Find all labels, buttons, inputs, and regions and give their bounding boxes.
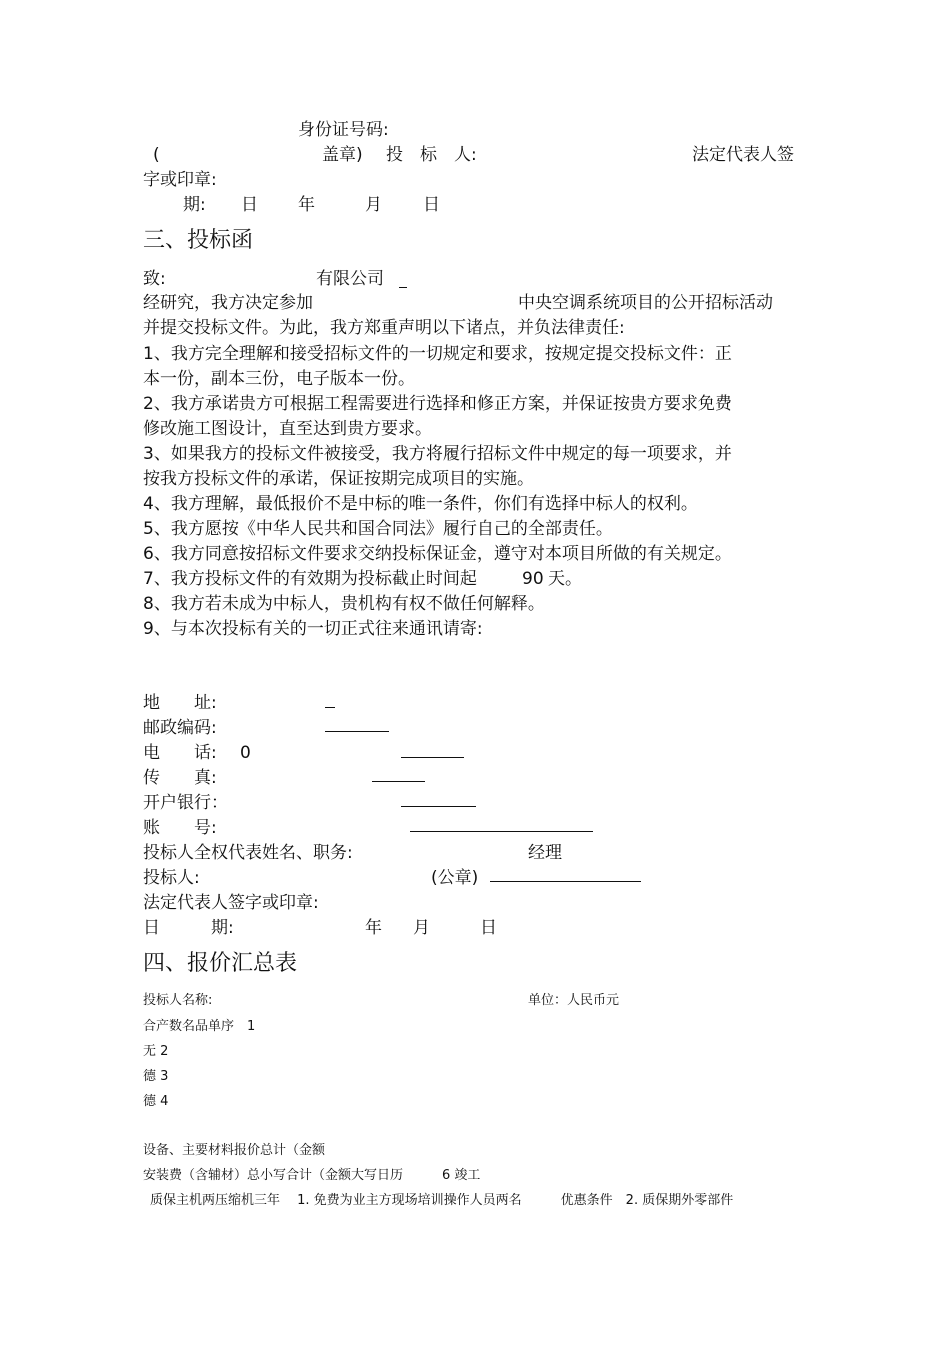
clause-line: 本一份，副本三份，电子版本一份。 [143,369,415,389]
phone-underline [401,757,464,758]
postcode-label: 邮政编码: [143,718,217,738]
clause-line: 5、我方愿按《中华人民共和国合同法》履行自己的全部责任。 [143,519,613,539]
clause-line: 修改施工图设计，直至达到贵方要求。 [143,419,432,439]
validity-days-unit: 天。 [548,569,582,589]
bidder-label-2: 投标人: [143,868,200,888]
bank-label: 开户银行： [143,793,228,813]
currency-unit-label: 单位：人民币元 [528,993,620,1008]
address-label: 地 址: [143,693,217,713]
intro-line-b: 中央空调系统项目的公开招标活动 [518,293,773,313]
rep-position: 经理 [528,843,562,863]
section4-title: 四、报价汇总表 [143,951,298,976]
section3-title: 三、投标函 [143,228,254,253]
account-label: 账 号: [143,818,217,838]
seal-close-label: 盖章) [322,145,363,165]
total-line-install: 安装费（含辅材）总小写合计（金额大写日历 6 竣工 [143,1168,481,1183]
date-label: 日 期: [143,918,234,938]
company-underline [399,287,407,288]
clause-line: 7、我方投标文件的有效期为投标截止时间起 [143,569,477,589]
date-month-label: 月 [365,195,382,215]
clause-line: 6、我方同意按招标文件要求交纳投标保证金，遵守对本项目所做的有关规定。 [143,544,732,564]
fax-underline [372,781,425,782]
postcode-underline [325,731,389,732]
clause-line: 9、与本次投标有关的一切正式往来通讯请寄: [143,619,483,639]
quote-row: 无 2 [143,1044,169,1059]
account-underline [410,831,593,832]
date-day-label: 日 [423,195,440,215]
date-month-label-2: 月 [413,918,430,938]
bank-underline [401,806,476,807]
company-name: 有限公司 [316,269,384,289]
date-ri-label: 日 [241,195,258,215]
quote-row: 德 4 [143,1094,169,1109]
to-label: 致: [143,269,166,289]
seal-underline [490,881,641,882]
validity-days-value: 90 [522,569,544,589]
paren-open: ( [153,145,160,165]
date-year-label: 年 [298,195,315,215]
seal-label: (公章) [431,868,479,888]
bidder-name-label: 投标人名称: [143,993,213,1008]
clause-line: 2、我方承诺贵方可根据工程需要进行选择和修正方案，并保证按贵方要求免费 [143,394,732,414]
intro-line-a: 经研究，我方决定参加 [143,293,313,313]
date-day-label-2: 日 [480,918,497,938]
phone-value: 0 [240,743,251,763]
clause-line: 1、我方完全理解和接受招标文件的一切规定和要求，按规定提交投标文件：正 [143,344,732,364]
rep-name-label: 投标人全权代表姓名、职务: [143,843,353,863]
date-year-label-2: 年 [365,918,382,938]
id-number-label: 身份证号码: [298,120,389,140]
date-qi-label: 期: [183,195,206,215]
clause-line: 4、我方理解，最低报价不是中标的唯一条件，你们有选择中标人的权利。 [143,494,698,514]
legal-rep-sign-label-a: 法定代表人签 [692,145,794,165]
legal-rep-sign-label-b: 字或印章: [143,170,217,190]
total-line-equipment: 设备、主要材料报价总计（金额 [143,1143,326,1158]
bidder-label: 投 标 人: [386,145,477,165]
clause-line: 3、如果我方的投标文件被接受，我方将履行招标文件中规定的每一项要求，并 [143,444,732,464]
clause-line: 按我方投标文件的承诺，保证按期完成项目的实施。 [143,469,534,489]
quote-row: 德 3 [143,1069,169,1084]
legal-sign-label: 法定代表人签字或印章: [143,893,319,913]
clause-line: 8、我方若未成为中标人，贵机构有权不做任何解释。 [143,594,545,614]
address-underline [325,707,335,708]
phone-label: 电 话: [143,743,217,763]
fax-label: 传 真: [143,768,217,788]
total-line-warranty: 质保主机两压缩机三年 1. 免费为业主方现场培训操作人员两名 优惠条件 2. 质保期外零部件 [150,1193,734,1208]
intro-line-c: 并提交投标文件。为此，我方郑重声明以下诸点，并负法律责任: [143,318,625,338]
quote-row: 合产数名品单序 1 [143,1019,256,1034]
